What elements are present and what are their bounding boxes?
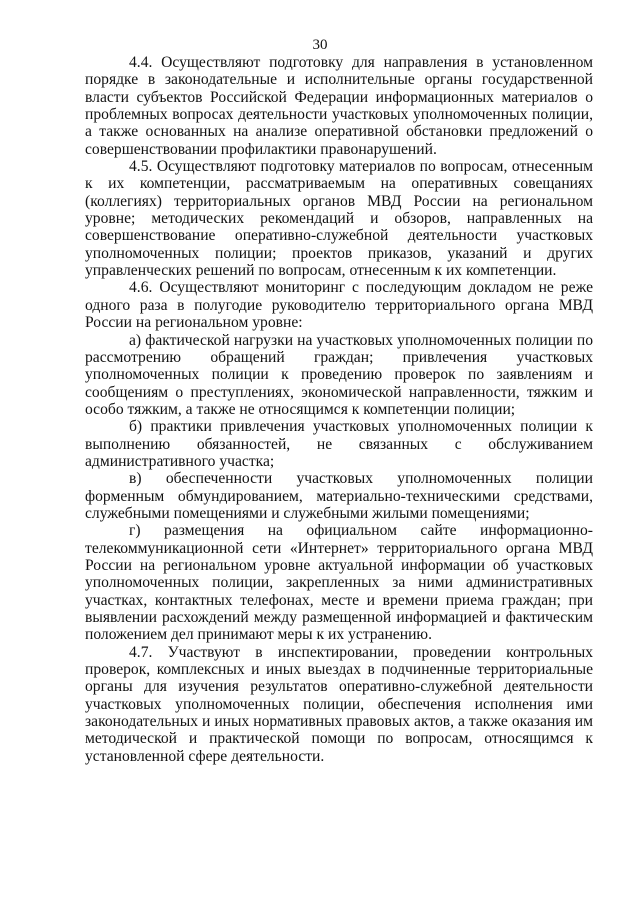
paragraph-4-6: 4.6. Осуществляют мониторинг с последующим докладом не реже одного раза в полугодие руководителю территориального органа МВД России на региональном уровне: <box>85 279 593 332</box>
document-body <box>85 54 593 765</box>
page-number: 30 <box>312 37 328 53</box>
paragraph-4-6-d: г) размещения на официальном сайте информационно-телекоммуникационной сети «Интернет» территориального органа МВД России на региональном уровне актуальной информации об участковых уполномоченных полиции, закрепленных за ними административных участках, контактных телефонах, месте и времени приема граждан; при выявлении расхождений между размещенной информацией и фактическим положением дел принимают меры к их устранению. <box>85 522 593 644</box>
paragraph-4-6-a: а) фактической нагрузки на участковых уполномоченных полиции по рассмотрению обращений граждан; привлечения участковых уполномоченных полиции к проведению проверок по заявлениям и сообщениям о преступлениях, экономической направленности, тяжким и особо тяжким, а также не относящимся к компетенции полиции; <box>85 331 593 418</box>
paragraph-4-5: 4.5. Осуществляют подготовку материалов по вопросам, отнесенным к их компетенции, рассматриваемым на оперативных совещаниях (коллегиях) территориальных органов МВД России на региональном уровне; методических рекомендаций и обзоров, направленных на совершенствование оперативно-служебной деятельности участковых уполномоченных полиции; проектов приказов, указаний и других управленческих решений по вопросам, отнесенным к их компетенции. <box>85 158 593 280</box>
paragraph-4-6-b: б) практики привлечения участковых уполномоченных полиции к выполнению обязанностей, не связанных с обслуживанием административного участка; <box>85 418 593 470</box>
paragraph-4-6-c: в) обеспеченности участковых уполномоченных полиции форменным обмундированием, материально-техническими средствами, служебными помещениями и служебными жилыми помещениями; <box>85 470 593 522</box>
paragraph-4-7: 4.7. Участвуют в инспектировании, проведении контрольных проверок, комплексных и иных выездах в подчиненные территориальные органы для изучения результатов оперативно-служебной деятельности участковых уполномоченных полиции, обеспечения исполнения ими законодательных и иных нормативных правовых актов, а также оказания им методической и практической помощи по вопросам, относящимся к установленной сфере деятельности. <box>85 643 593 765</box>
paragraph-4-4: 4.4. Осуществляют подготовку для направления в установленном порядке в законодательные и исполнительные органы государственной власти субъектов Российской Федерации информационных материалов о проблемных вопросах деятельности участковых уполномоченных полиции, а также основанных на анализе оперативной обстановки предложений о совершенствовании профилактики правонарушений. <box>85 54 593 158</box>
